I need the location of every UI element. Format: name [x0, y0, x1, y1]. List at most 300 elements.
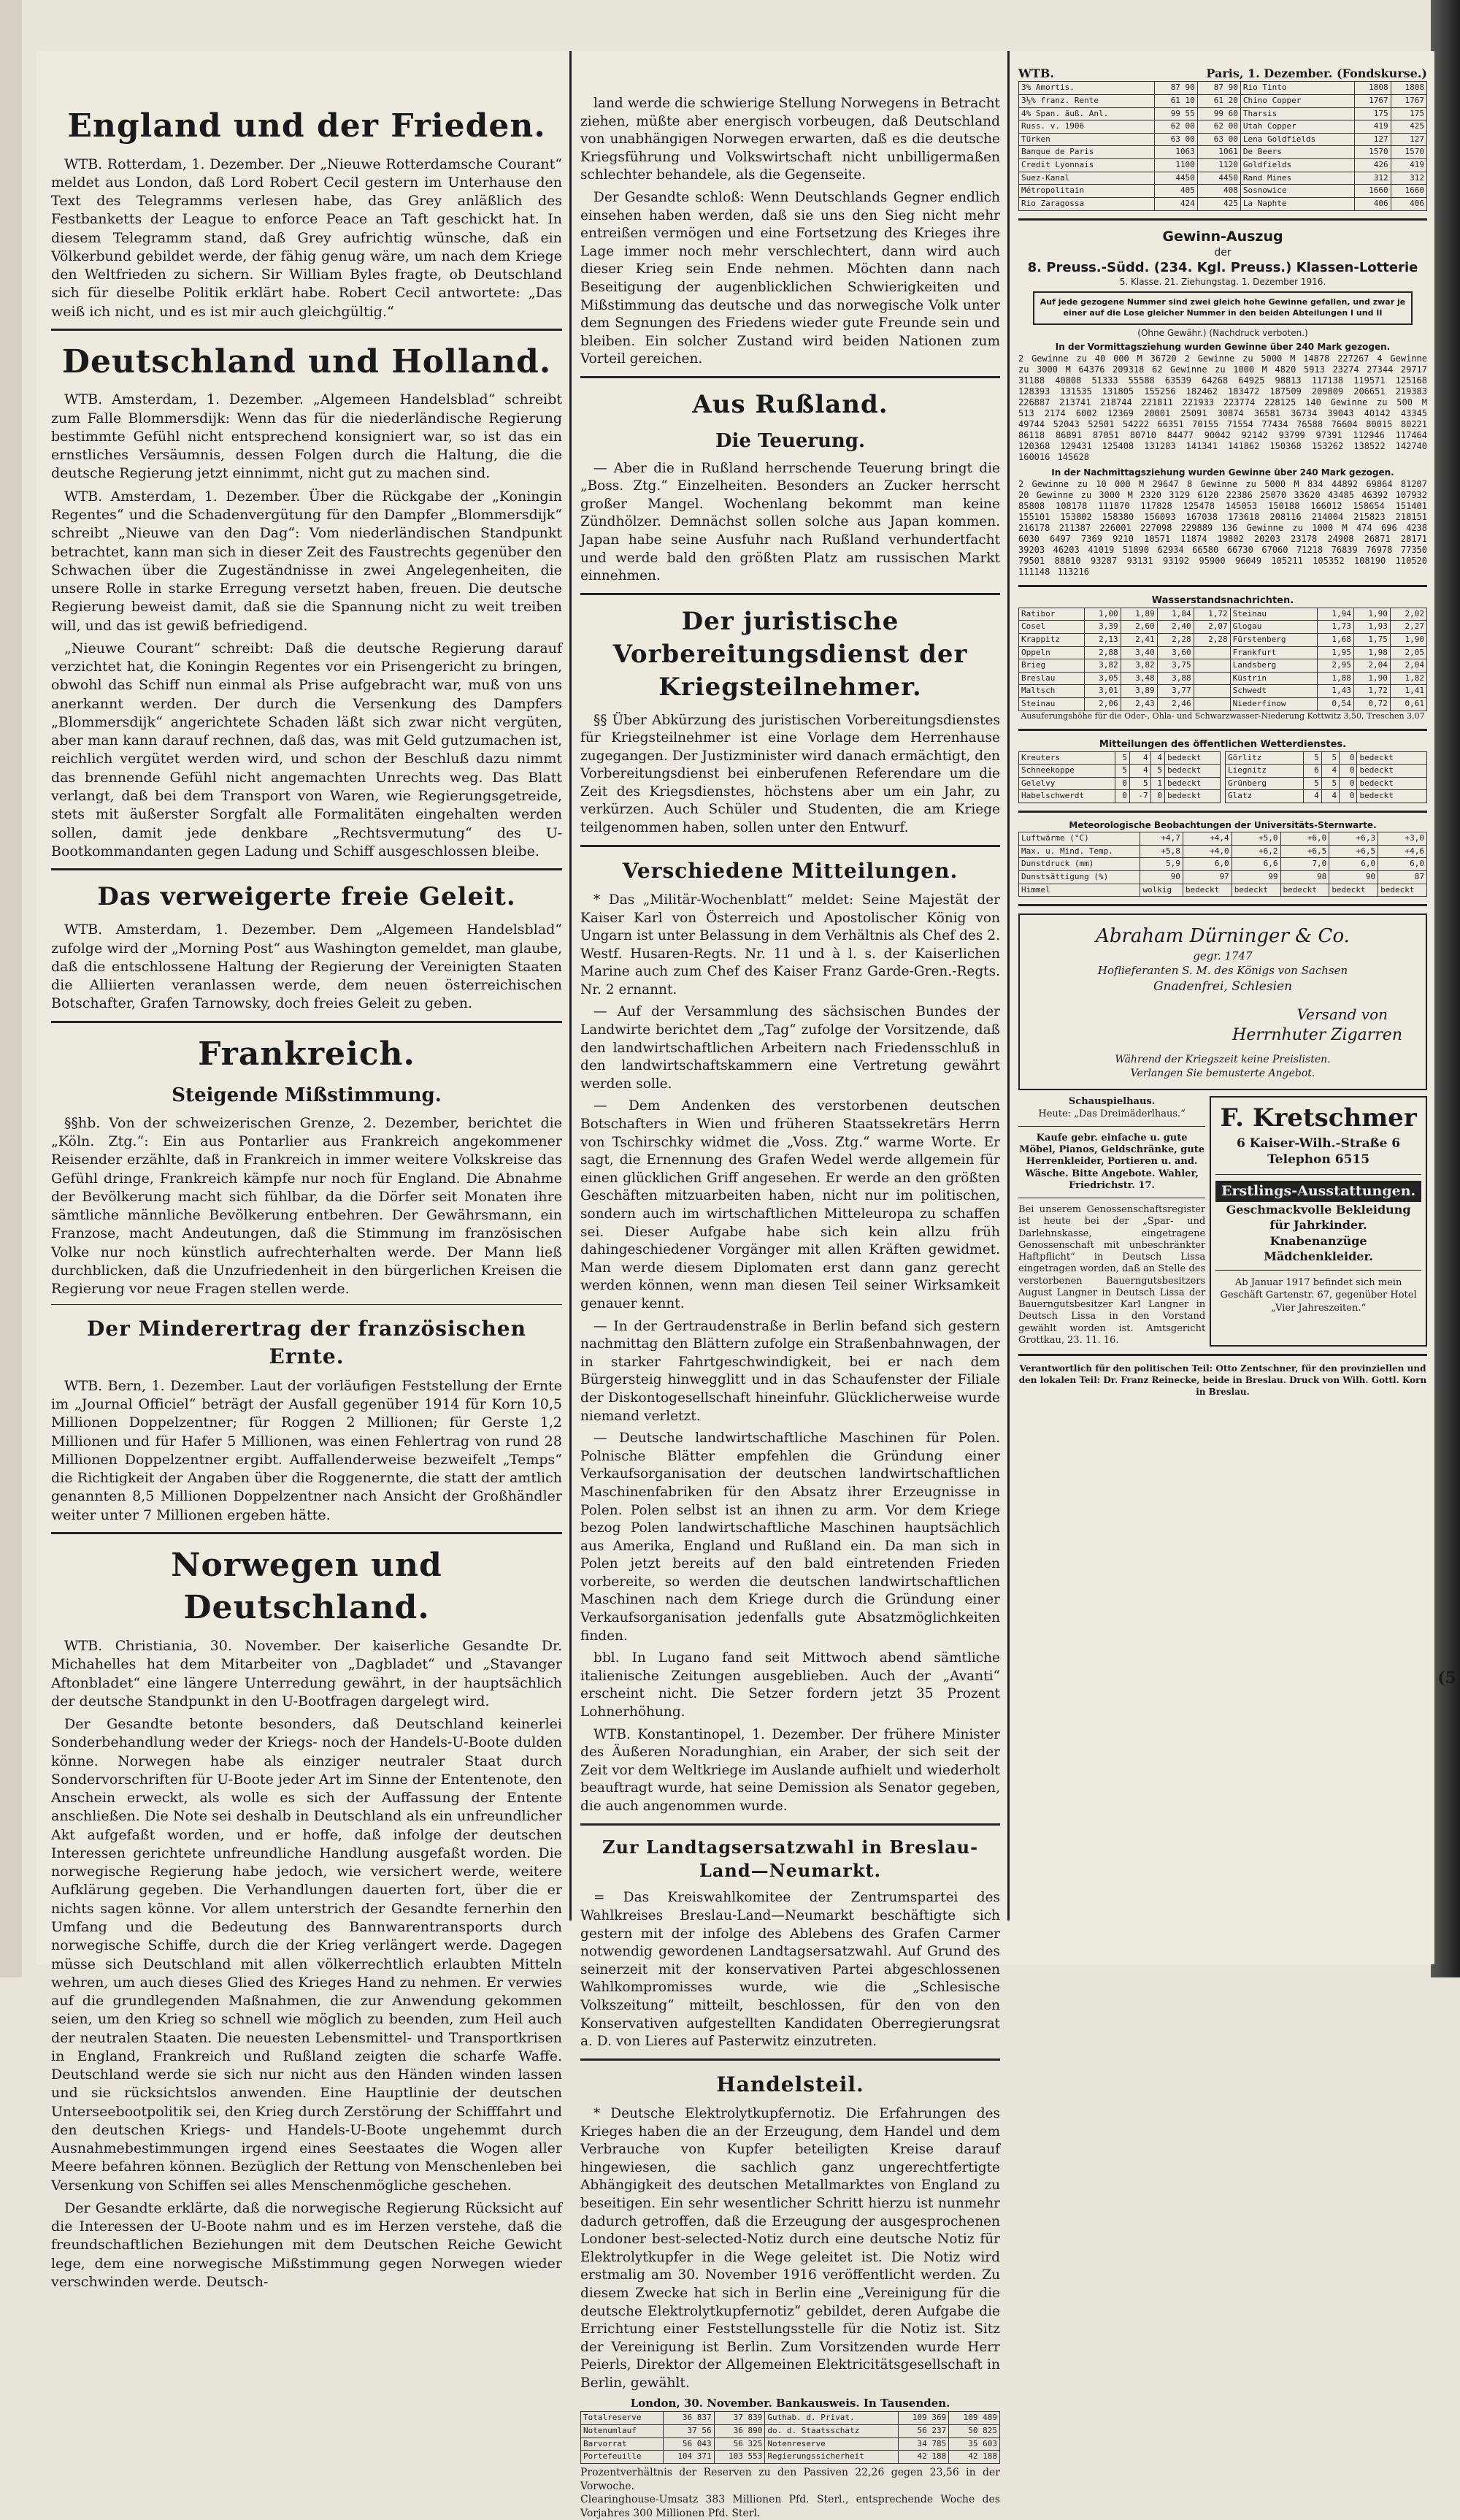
table-cell: 37 56	[663, 2425, 714, 2438]
divider	[580, 593, 1000, 595]
table-cell: 4% Span. äuß. Anl.	[1019, 107, 1155, 120]
table-cell: 97	[1183, 870, 1232, 884]
theatre-title: Schauspielhaus.	[1068, 1096, 1156, 1108]
table-cell: -7	[1129, 790, 1150, 803]
table-cell: Cosel	[1019, 621, 1085, 634]
observatory-row	[1019, 858, 1427, 871]
article-paragraph: — Dem Andenken des verstorbenen deutschen Botschafters in Wien und früheren Staatssekretärs Herrn von Tschirschky widmet die „Voss. Ztg.“ warme Worte. Er sagt, die Ernennung des Grafen Wedel werde allgemein für einen glücklichen Griff angesehen. Er werde an den größten Geschäften mitzuarbeiten haben, nicht nur im politischen, sondern auch im wirtschaftlichen Mitteleuropa zu schaffen sei. Dieser Aufgabe habe sich kein allzu früh dahingeschiedener Vorgänger mit allen Kräften gewidmet. Man werde diesem Diplomaten erst dann ganz gerecht werden können, wenn man diesen Teil seiner Wirksamkeit genauer kennt.	[580, 1098, 1000, 1311]
table-cell: Glatz	[1226, 790, 1304, 803]
lottery-block	[1018, 228, 1427, 578]
table-cell: Küstrin	[1230, 672, 1317, 685]
headline-russland: Aus Rußland.	[692, 389, 888, 419]
weather-row	[1226, 765, 1427, 778]
ad-duerninger	[1018, 914, 1427, 1090]
bank-report-note: Prozentverhältnis der Reserven zu den Passiven 22,26 gegen 23,56 in der Vorwoche.	[580, 2466, 1000, 2492]
bank-row	[581, 2425, 1000, 2438]
table-cell	[1194, 659, 1230, 673]
table-cell: 35 603	[949, 2437, 1000, 2451]
table-cell: bedeckt	[1232, 884, 1280, 897]
table-cell: 1,98	[1353, 646, 1390, 659]
article-paragraph: * Das „Militär-Wochenblatt“ meldet: Seine Majestät der Kaiser Karl von Österreich und Apostolischer König von Ungarn ist unter Belassung in dem Verhältnis als Chef des 2. Westf. Husaren-Regts. Nr. 11 und à l. s. der Kaiserlichen Marine auch zum Chef des Kaiser Franz Garde-Gren.-Regts. Nr. 2 ernannt.	[580, 892, 1000, 997]
paris-agency: WTB.	[1018, 66, 1054, 80]
water-row	[1019, 608, 1427, 621]
table-cell: Métropolitain	[1019, 185, 1155, 198]
table-cell: +6,0	[1280, 832, 1329, 846]
divider	[580, 1823, 1000, 1826]
table-cell: Gelelvy	[1019, 777, 1115, 790]
table-cell: 0	[1115, 790, 1129, 803]
table-cell: 2,46	[1157, 698, 1194, 711]
divider	[580, 2058, 1000, 2061]
article-paragraph: Der Gesandte schloß: Wenn Deutschlands Gegner endlich einsehen haben werden, daß sie uns den Sieg nicht mehr entreißen vermögen und eine Fortsetzung des Krieges ihre Lage immer noch mehr verschlechtert, dann wird auch dieser Krieg sein Ende nehmen. Möchten dann nach Beseitigung der augenblicklichen Schwierigkeiten und Mißstimmung das deutsche und das norwegische Volk unter dem Segnungen des Friedens wieder gute Freunde sein und bleiben. Ein solcher Zustand wird beiden Nationen zum Vorteil gereichen.	[580, 189, 1000, 367]
table-cell	[1194, 698, 1230, 711]
table-cell: bedeckt	[1280, 884, 1329, 897]
table-cell: 1,75	[1353, 633, 1390, 646]
lottery-note: (Ohne Gewähr.) (Nachdruck verboten.)	[1137, 327, 1308, 338]
table-cell: 87	[1378, 870, 1427, 884]
ad-duerninger-name: Abraham Dürninger & Co.	[1096, 925, 1350, 948]
table-cell: Görlitz	[1226, 751, 1304, 765]
table-cell: 0	[1340, 765, 1357, 778]
table-cell: 3,89	[1121, 685, 1157, 698]
lottery-morning-numbers: 2 Gewinne zu 40 000 M 36720 2 Gewinne zu 5000 M 14878 227267 4 Gewinne zu 3000 M 64376 209318 62 Gewinne zu 1000 M 4820 5913 23274 27344 29717 31188 40808 51333 55588 63539 64268 64925 98813 117138 119571 125168 128393 131535 131805 155256 182462 183472 187509 209809 206651 219383 226887 213741 218744 221811 221933 223774 228125 140 Gewinne zu 500 M 513 2174 6002 12369 20001 25091 30874 36581 36734 39043 40142 43345 49744 52043 52501 54222 66351 70155 71554 77434 76588 76604 80015 80221 86118 86891 87051 80710 84477 90042 92142 93799 97391 112946 117464 120368 129431 125408 131283 141341 141862 150368 153262 138522 142740 160016 145628	[1018, 353, 1427, 463]
imprint-footer: Verantwortlich für den politischen Teil: Otto Zentschner, für den provinziellen und den lokalen Teil: Dr. Franz Reinecke, beide in Breslau. Druck von Wilh. Gottl. Korn in Breslau.	[1018, 1363, 1427, 1397]
table-cell: 0	[1340, 777, 1357, 790]
table-cell: 0	[1150, 790, 1164, 803]
article-paragraph: „Nieuwe Courant“ schreibt: Daß die deutsche Regierung darauf verzichtet hat, die Koningin Regentes vor ein Prisengericht zu bringen, obwohl das Schiff nun einmal als Prise aufgebracht war, muß von uns anerkannt werden. Der durch die Versenkung des Dampfers „Blommersdijk“ angerichtete Schaden läßt sich zwar nicht vergüten, aber man kann darauf rechnen, daß das, was mit Geld gutzumachen ist, reichlich vergütet werden wird, und schon der Beschluß dazu nimmt das brennende Gefühl nicht angemachten Unrechts weg. Das Blatt verlangt, daß bei dem Transport von Waren, wie Regierungsgetreide, stets mit äußerster Sorgfalt alle Formalitäten eingehalten werden sollen, damit jede denkbare „Rechtsvermutung“ des U-Bootkommandanten gegen Ladung und Schiff ausgeschlossen bleibe.	[51, 640, 562, 859]
water-row	[1019, 685, 1427, 698]
observatory-title: Meteorologische Beobachtungen der Universitäts-Sternwarte.	[1069, 820, 1377, 831]
table-cell: 2,07	[1194, 621, 1230, 634]
table-cell: 109 489	[949, 2412, 1000, 2425]
table-cell: Rio Tinto	[1240, 82, 1355, 95]
divider	[1215, 1270, 1421, 1271]
table-cell: 312	[1355, 172, 1391, 185]
table-cell: 5	[1115, 765, 1129, 778]
page-binding-edge	[0, 0, 22, 1977]
water-row	[1019, 672, 1427, 685]
table-cell: 3% Amortis.	[1019, 82, 1155, 95]
table-cell: La Naphte	[1240, 197, 1355, 210]
newspaper-page	[36, 51, 1456, 2519]
column-3	[1018, 66, 1427, 1398]
lottery-name: 8. Preuss.-Südd. (234. Kgl. Preuss.) Klassen-Lotterie	[1027, 260, 1418, 276]
table-cell: bedeckt	[1357, 790, 1427, 803]
table-cell: bedeckt	[1165, 751, 1221, 765]
article-paragraph: land werde die schwierige Stellung Norwegens in Betracht ziehen, müßte aber energisch vorbeugen, daß Deutschland von unabhängigen Norwegen erwarten, daß es die deutsche Kriegsführung und Volkswirtschaft nicht unbilligermaßen schlechter behandele, als die Gegenseite.	[580, 96, 1000, 183]
table-cell: 2,95	[1317, 659, 1353, 673]
water-levels-table	[1018, 608, 1427, 711]
table-cell: Schwedt	[1230, 685, 1317, 698]
table-cell: 1,93	[1353, 621, 1390, 634]
ad-kretschmer	[1210, 1096, 1427, 1347]
table-cell: +3,0	[1378, 832, 1427, 846]
table-cell: 127	[1391, 133, 1426, 146]
table-cell: 1570	[1355, 146, 1391, 159]
table-cell: Krappitz	[1019, 633, 1085, 646]
table-cell: 0,72	[1353, 698, 1390, 711]
table-cell	[1194, 685, 1230, 698]
table-cell: 37 839	[714, 2412, 765, 2425]
bank-row	[581, 2437, 1000, 2451]
table-cell: bedeckt	[1165, 790, 1221, 803]
table-cell: 1,82	[1390, 672, 1426, 685]
table-cell: Grünberg	[1226, 777, 1304, 790]
article-paragraph: — Aber die in Rußland herrschende Teuerung bringt die „Boss. Ztg.“ Einzelheiten. Besonders an Zucker herrscht großer Mangel. Wochenlang bekommt man keine Zündhölzer. Demnächst sollen solche aus Japan kommen. Japan habe seine Ausfuhr nach Rußland verhundertfacht und werde bald den größten Platz am russischen Markt einnehmen.	[580, 460, 1000, 584]
water-levels-footer: Ausuferungshöhe für die Oder-, Ohla- und Schwarzwasser-Niederung Kottwitz 3,50, Treschen 3,07	[1021, 711, 1425, 721]
article-paragraph: WTB. Konstantinopel, 1. Dezember. Der frühere Minister des Äußeren Noradunghian, ein Araber, der sich seit der Zeit vor dem Weltkriege im Auslande aufhielt und wiederholt beauftragt wurde, hat seine Demission als Senator gegeben, die auch angenommen wurde.	[580, 1726, 1000, 1814]
table-cell: Goldfields	[1240, 159, 1355, 172]
column-1	[51, 95, 562, 2296]
table-cell: 3,48	[1121, 672, 1157, 685]
divider	[1018, 904, 1427, 906]
table-cell: 7,0	[1280, 858, 1329, 871]
table-cell: 2,60	[1121, 621, 1157, 634]
table-cell: 4	[1321, 765, 1339, 778]
table-cell: +4,7	[1140, 832, 1183, 846]
table-cell: 4	[1129, 751, 1150, 765]
table-cell: 98	[1280, 870, 1329, 884]
bank-row	[581, 2412, 1000, 2425]
paris-row	[1019, 94, 1427, 107]
table-cell: 2,43	[1121, 698, 1157, 711]
table-cell: Luftwärme (°C)	[1019, 832, 1140, 846]
observatory-table	[1018, 832, 1427, 897]
table-cell: 61 20	[1197, 94, 1240, 107]
table-cell: 1808	[1391, 82, 1426, 95]
table-cell: Chino Copper	[1240, 94, 1355, 107]
weather-row	[1019, 790, 1221, 803]
table-cell: 4450	[1197, 172, 1240, 185]
table-cell: 62 00	[1197, 120, 1240, 134]
table-cell: Notenumlauf	[581, 2425, 664, 2438]
table-cell: 2,02	[1390, 608, 1426, 621]
observatory-row	[1019, 845, 1427, 858]
table-cell: 4	[1304, 790, 1321, 803]
table-cell: Maltsch	[1019, 685, 1085, 698]
table-cell: 56 325	[714, 2437, 765, 2451]
table-cell: 2,40	[1157, 621, 1194, 634]
ad-kretschmer-item1: Erstlings-Ausstattungen.	[1215, 1181, 1421, 1202]
article-paragraph: = Das Kreiswahlkomitee der Zentrumspartei des Wahlkreises Breslau-Land—Neumarkt beschäftigte sich gestern mit der infolge des Ablebens des Grafen Carmer notwendig gewordenen Landtagsersatzwahl. Auf Grund des seinerzeit mit der konservativen Partei abgeschlossenen Wahlkompromisses wurde, wie die „Schlesische Volkszeitung“ mitteilt, beschlossen, für den von den Konservativen aufgestellten Kandidaten Oberregierungsrat a. D. von Lieres auf Pasterwitz einzutreten.	[580, 1890, 1000, 2050]
table-cell: 1,90	[1353, 608, 1390, 621]
table-cell: 109 369	[898, 2412, 949, 2425]
table-cell: 50 825	[949, 2425, 1000, 2438]
table-cell: 61 10	[1154, 94, 1197, 107]
table-cell: 34 785	[898, 2437, 949, 2451]
table-cell: 1660	[1355, 185, 1391, 198]
table-cell: bedeckt	[1357, 751, 1427, 765]
headline-england: England und der Frieden.	[67, 107, 546, 145]
cooperative-notice: Bei unserem Genossenschaftsregister ist heute bei der „Spar- und Darlehnskasse, eingetragene Genossenschaft mit unbeschränkter Haftpflicht“ in Deutsch Lissa eingetragen worden, daß an Stelle des verstorbenen Bauerngutsbesitzers August Langner in Deutsch Lissa der Bauerngutsbesitzer Karl Langner in Deutsch Lissa in den Vorstand gewählt worden ist. Amtsgericht Grottkau, 23. 11. 16.	[1018, 1204, 1206, 1346]
headline-geleit: Das verweigerte freie Geleit.	[97, 882, 516, 912]
table-cell: Brieg	[1019, 659, 1085, 673]
table-cell: 87 90	[1154, 82, 1197, 95]
table-cell: Rio Zaragossa	[1019, 197, 1155, 210]
table-cell: 5	[1304, 751, 1321, 765]
ad-kretschmer-name: F. Kretschmer	[1220, 1103, 1417, 1133]
paris-row	[1019, 197, 1427, 210]
table-cell: 99 60	[1197, 107, 1240, 120]
table-cell: 4	[1129, 765, 1150, 778]
divider	[1018, 218, 1427, 221]
table-cell: 4	[1150, 751, 1164, 765]
table-cell: bedeckt	[1329, 884, 1378, 897]
table-cell: 2,13	[1084, 633, 1121, 646]
table-cell: 5	[1321, 777, 1339, 790]
table-cell: +5,0	[1232, 832, 1280, 846]
table-cell: 0,61	[1390, 698, 1426, 711]
table-cell: 4	[1321, 790, 1339, 803]
headline-frankreich: Frankreich.	[198, 1035, 415, 1073]
table-cell: 1120	[1197, 159, 1240, 172]
table-cell: 5,9	[1140, 858, 1183, 871]
table-cell: Portefeuille	[581, 2451, 664, 2464]
table-cell: 1767	[1391, 94, 1426, 107]
table-cell: Regierungssicherheit	[765, 2451, 898, 2464]
water-row	[1019, 659, 1427, 673]
divider	[51, 329, 562, 331]
table-cell: 1	[1150, 777, 1164, 790]
observatory-row	[1019, 884, 1427, 897]
table-cell: Frankfurt	[1230, 646, 1317, 659]
table-cell: 1,00	[1084, 608, 1121, 621]
divider	[580, 845, 1000, 847]
table-cell: 1767	[1355, 94, 1391, 107]
water-row	[1019, 621, 1427, 634]
table-cell: 424	[1154, 197, 1197, 210]
table-cell: +6,2	[1232, 845, 1280, 858]
table-cell: +6,5	[1329, 845, 1378, 858]
ad-wahler: Kaufe gebr. einfache u. gute Möbel, Pianos, Geldschränke, gute Herrenkleider, Portieren u. and. Wäsche. Bitte Angebote. Wahler, Friedrichstr. 17.	[1019, 1132, 1205, 1191]
table-cell: wolkig	[1140, 884, 1183, 897]
table-cell: 6,0	[1183, 858, 1232, 871]
table-cell: 103 553	[714, 2451, 765, 2464]
table-cell: 99 55	[1154, 107, 1197, 120]
table-cell: 6,0	[1329, 858, 1378, 871]
table-cell: 3,82	[1084, 659, 1121, 673]
table-cell: 2,28	[1194, 633, 1230, 646]
table-cell: 3,82	[1121, 659, 1157, 673]
table-cell: 1,88	[1317, 672, 1353, 685]
margin-number: (5	[1437, 1669, 1456, 1688]
table-cell: +4,4	[1183, 832, 1232, 846]
table-cell: 62 00	[1154, 120, 1197, 134]
article-paragraph: * Deutsche Elektrolytkupfernotiz. Die Erfahrungen des Krieges haben die an der Erzeugung, dem Handel und dem Verbrauche von Kupfer beteiligten Kreise darauf hingewiesen, die sachlich ganz ungerechtfertigte Abhängigkeit des deutschen Metallmarktes von England zu beseitigen. Ein sehr wesentlicher Schritt hierzu ist nunmehr dadurch getroffen, daß die Erzeugung der ausgesprochenen Londoner best-selected-Notiz durch eine deutsche Notiz für Elektrolytkupfer in die Wege geleitet ist. Die Notiz wird erstmalig am 30. November 1916 veröffentlicht werden. Zu diesem Zwecke hat sich in Berlin eine „Vereinigung für die deutsche Elektrolytkupfernotiz“ gebildet, deren Aufgabe die Errichtung einer Feststellungsstelle für die Notiz ist. Sitz der Vereinigung ist Berlin. Zum Vorsitzenden wurde Herr Peierls, Direktor der Allgemeinen Elektricitätsgesellschaft in Berlin, gewählt.	[580, 2105, 1000, 2391]
divider	[580, 376, 1000, 378]
table-cell: Schneekoppe	[1019, 765, 1115, 778]
article-paragraph: WTB. Amsterdam, 1. Dezember. Über die Rückgabe der „Koningin Regentes“ und die Schadenvergütung für den Dampfer „Blommersdijk“ schreibt „Nieuwe van den Dag“: Vom niederländischen Standpunkt betrachtet, kann man sich in dieser Zeit des Faustrechts gegenüber den Schwachen über die Zugeständnisse in zwei Angelegenheiten, die unsere Rolle in starke Erregung versetzt haben, freuen. Die deutsche Regierung beweist damit, daß sie die Spannung nicht zu weit treiben will, und das ist gewiß befriedigend.	[51, 488, 562, 634]
table-cell: 99	[1232, 870, 1280, 884]
headline-norwegen: Norwegen und Deutschland.	[171, 1546, 442, 1627]
table-cell: 2,05	[1390, 646, 1426, 659]
paris-rates-header	[1018, 66, 1427, 81]
table-cell: 5	[1115, 751, 1129, 765]
table-cell: 5	[1321, 751, 1339, 765]
table-cell: 2,28	[1157, 633, 1194, 646]
divider	[1018, 1126, 1205, 1127]
water-levels-title: Wasserstandsnachrichten.	[1151, 595, 1294, 607]
table-cell: Notenreserve	[765, 2437, 898, 2451]
water-row	[1019, 633, 1427, 646]
table-cell: +6,3	[1329, 832, 1378, 846]
table-cell: 42 188	[898, 2451, 949, 2464]
table-cell: Türken	[1019, 133, 1155, 146]
table-cell: 419	[1355, 120, 1391, 134]
table-cell: Rand Mines	[1240, 172, 1355, 185]
table-cell: Oppeln	[1019, 646, 1085, 659]
table-cell: 419	[1391, 159, 1426, 172]
table-cell: 3,88	[1157, 672, 1194, 685]
table-cell: Himmel	[1019, 884, 1140, 897]
headline-landtag: Zur Landtagsersatzwahl in Breslau-Land—Neumarkt.	[602, 1836, 979, 1881]
table-cell: +5,8	[1140, 845, 1183, 858]
table-cell: 6	[1304, 765, 1321, 778]
table-cell: 36 890	[714, 2425, 765, 2438]
table-cell: 175	[1391, 107, 1426, 120]
table-cell: 1,68	[1317, 633, 1353, 646]
table-cell: 0	[1340, 790, 1357, 803]
table-cell: Totalreserve	[581, 2412, 664, 2425]
headline-holland: Deutschland und Holland.	[61, 342, 552, 380]
table-cell: 405	[1154, 185, 1197, 198]
water-row	[1019, 698, 1427, 711]
table-cell: +6,5	[1280, 845, 1329, 858]
table-cell: Lena Goldfields	[1240, 133, 1355, 146]
paris-row	[1019, 120, 1427, 134]
bank-report-table	[580, 2411, 1000, 2464]
article-paragraph: WTB. Bern, 1. Dezember. Laut der vorläufigen Feststellung der Ernte im „Journal Officiel“ beträgt der Ausfall gegenüber 1914 für Korn 10,5 Millionen Doppelzentner; für Roggen 2 Millionen; für Gerste 1,2 Millionen und für Hafer 5 Millionen, was einen Fehlertrag von rund 28 Millionen Doppelzentner ergibt. Auffallenderweise bezweifelt „Temps“ die Richtigkeit der Angaben über die Roggenernte, die statt der amtlich genannten 8,5 Millionen Doppelzentner nach Ansicht der Großhändler weiter unter 7 Millionen ergeben hätte.	[51, 1377, 562, 1523]
table-cell: 1,90	[1390, 633, 1426, 646]
table-cell: 1,73	[1317, 621, 1353, 634]
paris-row	[1019, 133, 1427, 146]
table-cell: 6,6	[1232, 858, 1280, 871]
table-cell: bedeckt	[1378, 884, 1427, 897]
observatory-row	[1019, 832, 1427, 846]
table-cell: 408	[1197, 185, 1240, 198]
table-cell: 1,95	[1317, 646, 1353, 659]
table-cell: Liegnitz	[1226, 765, 1304, 778]
table-cell: +4,0	[1183, 845, 1232, 858]
ad-kretschmer-tel: Telephon 6515	[1267, 1152, 1370, 1168]
table-cell: 3,01	[1084, 685, 1121, 698]
bank-clearing-note: Clearinghouse-Umsatz 383 Millionen Pfd. Sterl., entsprechende Woche des Vorjahres 300 Millionen Pfd. Sterl.	[580, 2494, 1000, 2519]
table-cell: 1,90	[1353, 672, 1390, 685]
table-cell: 3,77	[1157, 685, 1194, 698]
ad-duerninger-versand: Versand von	[1296, 1006, 1388, 1024]
table-cell: bedeckt	[1165, 765, 1221, 778]
headline-handelsteil: Handelsteil.	[716, 2072, 864, 2096]
observatory-row	[1019, 870, 1427, 884]
article-paragraph: §§hb. Von der schweizerischen Grenze, 2. Dezember, berichtet die „Köln. Ztg.“: Ein aus Pontarlier aus Frankreich angekommener Reisender erzählte, daß in Frankreich in immer weitere Volkskreise das Gefühl dringe, Frankreich kämpfe nur noch für England. Die Abnahme der Bevölkerung macht sich fühlbar, da die Dörfer seit Monaten ihre sämtliche männliche Bevölkerung entbehren. Der Gewährsmann, ein Franzose, macht Andeutungen, daß die Stimmung im französischen Volke nur noch künstlich aufrechterhalten werde. Der Mann ließ durchblicken, daß die Unzufriedenheit in den bürgerlichen Kreisen die Regierung vor neue Fragen stellen werde.	[51, 1114, 562, 1298]
table-cell: Glogau	[1230, 621, 1317, 634]
divider	[1215, 1174, 1421, 1175]
table-cell: 1,72	[1194, 608, 1230, 621]
weather-row	[1226, 790, 1427, 803]
table-cell: 5	[1129, 777, 1150, 790]
weather-service-title: Mitteilungen des öffentlichen Wetterdienstes.	[1099, 739, 1347, 751]
table-cell	[1194, 672, 1230, 685]
ad-duerninger-place: Gnadenfrei, Schlesien	[1153, 978, 1293, 994]
divider	[1018, 585, 1427, 587]
subheadline: Die Teuerung.	[715, 430, 866, 453]
table-cell: 3,39	[1084, 621, 1121, 634]
ad-duerninger-year: gegr. 1747	[1193, 949, 1253, 962]
table-cell: 90	[1329, 870, 1378, 884]
table-cell: Suez-Kanal	[1019, 172, 1155, 185]
subheadline: Steigende Mißstimmung.	[172, 1084, 442, 1107]
column-rule	[1007, 51, 1010, 1920]
headline-juristisch: Der juristische Vorbereitungsdienst der Kriegsteilnehmer.	[612, 606, 968, 702]
divider	[1018, 811, 1427, 813]
table-cell: 63 00	[1154, 133, 1197, 146]
article-paragraph: Der Gesandte erklärte, daß die norwegische Regierung Rücksicht auf die Interessen der U-Boote nahm und es im Herzen verstehe, daß die freundschaftlichen Beziehungen mit dem Deutschen Reiche Gewicht lege, dem eine norwegische Mißstimmung gegen Norwegen wieder verschwinden werde. Deutsch-	[51, 2199, 562, 2291]
table-cell: 175	[1355, 107, 1391, 120]
table-cell	[1194, 646, 1230, 659]
lottery-afternoon-heading: In der Nachmittagsziehung wurden Gewinne über 240 Mark gezogen.	[1051, 467, 1394, 478]
table-cell: 1808	[1355, 82, 1391, 95]
table-cell: 3,75	[1157, 659, 1194, 673]
paris-row	[1019, 107, 1427, 120]
ad-kretschmer-jan: Ab Januar 1917 befindet sich mein Geschäft Gartenstr. 67, gegenüber Hotel „Vier Jahreszeiten.“	[1220, 1277, 1417, 1314]
divider	[51, 1532, 562, 1534]
table-cell: 2,04	[1390, 659, 1426, 673]
bank-report-heading: London, 30. November. Bankausweis. In Tausenden.	[630, 2397, 950, 2410]
divider	[1018, 1354, 1427, 1356]
headline-mitteilungen: Verschiedene Mitteilungen.	[622, 858, 958, 883]
table-cell: Sosnowice	[1240, 185, 1355, 198]
column-rule	[569, 51, 572, 1920]
table-cell: 406	[1355, 197, 1391, 210]
table-cell: 56 237	[898, 2425, 949, 2438]
table-cell: Steinau	[1230, 608, 1317, 621]
table-cell: bedeckt	[1183, 884, 1232, 897]
lottery-der: der	[1214, 246, 1232, 258]
table-cell: 5	[1150, 765, 1164, 778]
table-cell: 1,72	[1353, 685, 1390, 698]
table-cell: 4450	[1154, 172, 1197, 185]
table-cell: 42 188	[949, 2451, 1000, 2464]
headline-ernte: Der Minderertrag der französischen Ernte.	[87, 1317, 526, 1368]
divider	[1018, 729, 1427, 731]
table-cell: 87 90	[1197, 82, 1240, 95]
table-cell: 426	[1355, 159, 1391, 172]
table-cell: 1100	[1154, 159, 1197, 172]
table-cell: 1,89	[1121, 608, 1157, 621]
paris-row	[1019, 185, 1427, 198]
paris-row	[1019, 159, 1427, 172]
ad-kretschmer-item3: Knabenanzüge Mädchenkleider.	[1264, 1233, 1373, 1263]
article-paragraph: WTB. Rotterdam, 1. Dezember. Der „Nieuwe Rotterdamsche Courant“ meldet aus London, daß Lord Robert Cecil gestern im Unterhause den Text des Telegramms verlesen habe, das Grey anläßlich des Festbanketts der League to enforce Peace an Taft geschickt hat. In diesem Telegramm stand, daß Grey aufrichtig wünsche, daß ein Völkerbund gebildet werde, der fähig genug wäre, um nach dem Kriege den Weltfrieden zu sichern. Sir William Byles fragte, ob Deutschland sich für dieselbe Politik erklärt habe. Robert Cecil antwortete: „Das weiß ich nicht, und es ist mir auch gleichgültig.“	[51, 156, 562, 320]
ads-bottom-row	[1018, 1096, 1427, 1347]
paris-row	[1019, 172, 1427, 185]
weather-row	[1019, 777, 1221, 790]
article-paragraph: WTB. Christiania, 30. November. Der kaiserliche Gesandte Dr. Michahelles hat dem Mitarbeiter von „Dagbladet“ und „Stavanger Aftonbladet“ eine längere Unterredung gewährt, in der hauptsächlich der deutsche Standpunkt in den U-Bootfragen dargelegt wird.	[51, 1637, 562, 1709]
table-cell: 1063	[1154, 146, 1197, 159]
weather-right-table	[1225, 751, 1427, 804]
ad-duerninger-note: Während der Kriegszeit keine Preislisten.	[1115, 1054, 1331, 1066]
table-cell: Fürstenberg	[1230, 633, 1317, 646]
table-cell: 127	[1355, 133, 1391, 146]
table-cell: 1660	[1391, 185, 1426, 198]
table-cell: 1,84	[1157, 608, 1194, 621]
table-cell: 3,40	[1121, 646, 1157, 659]
table-cell: Breslau	[1019, 672, 1085, 685]
table-cell: 2,88	[1084, 646, 1121, 659]
table-cell: 63 00	[1197, 133, 1240, 146]
paris-rates-table	[1018, 81, 1427, 210]
table-cell: 0	[1340, 751, 1357, 765]
